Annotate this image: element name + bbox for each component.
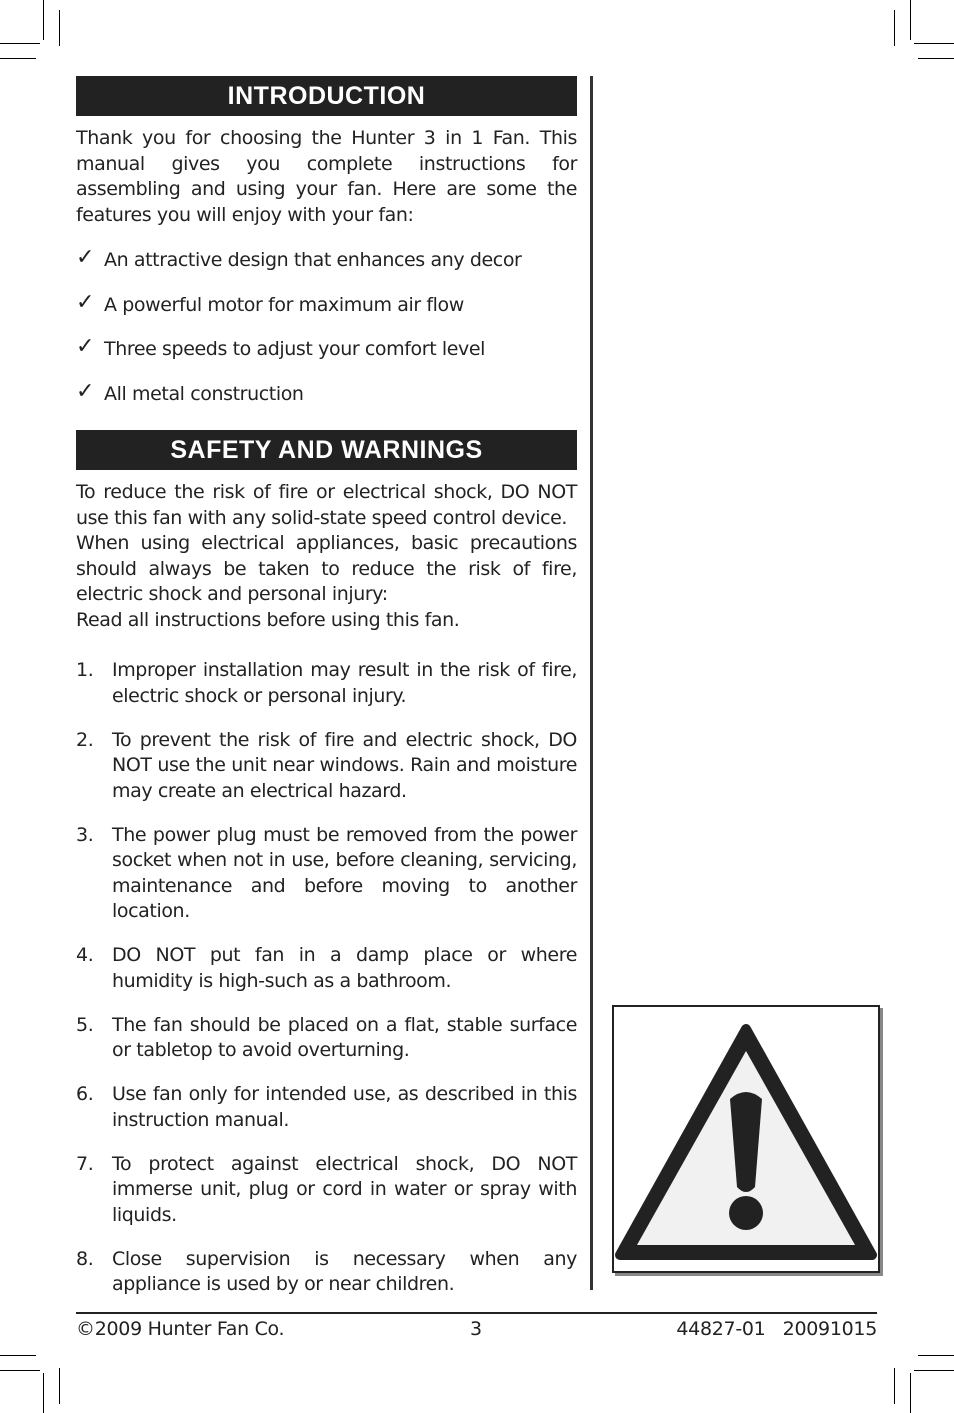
item-number: 2. xyxy=(76,728,94,751)
crop-mark xyxy=(914,43,954,44)
crop-mark xyxy=(910,1373,911,1413)
list-item xyxy=(76,1247,577,1298)
item-number: 7. xyxy=(76,1152,94,1175)
safety-heading: SAFETY AND WARNINGS xyxy=(76,430,577,470)
safety-intro-line: To reduce the risk of fire or electrical shock, DO NOT use this fan with any solid-state speed control device. xyxy=(76,481,577,529)
crop-mark xyxy=(894,1368,895,1404)
item-number: 3. xyxy=(76,823,94,846)
list-item xyxy=(76,1082,577,1133)
item-text: Use fan only for intended use, as described in this instruction manual. xyxy=(112,1083,577,1131)
item-text: The fan should be placed on a flat, stable surface or tabletop to avoid overturning. xyxy=(112,1013,577,1061)
crop-mark xyxy=(59,1368,60,1404)
item-number: 4. xyxy=(76,944,94,966)
introduction-heading: INTRODUCTION xyxy=(76,76,577,116)
page-number: 3 xyxy=(470,1318,482,1340)
list-item xyxy=(76,943,577,994)
warning-triangle-icon xyxy=(614,1007,878,1271)
list-item xyxy=(76,334,577,382)
item-text: The power plug must be removed from the power socket when not in use, before cleaning, servicing, maintenance and before moving to another location. xyxy=(112,823,577,922)
crop-mark xyxy=(0,1370,40,1371)
footer-copyright: ©2009 Hunter Fan Co. xyxy=(76,1318,285,1340)
checkmark-icon: ✓ xyxy=(76,289,95,315)
item-text: DO NOT put fan in a damp place or where humidity is high-such as a bathroom. xyxy=(112,944,577,992)
list-item xyxy=(76,823,577,925)
item-text: Improper installation may result in the risk of fire, electric shock or personal injury. xyxy=(112,659,577,707)
feature-text: All metal construction xyxy=(104,382,304,405)
crop-mark xyxy=(910,0,911,40)
crop-mark xyxy=(914,1370,954,1371)
item-text: To protect against electrical shock, DO NOT immerse unit, plug or cord in water or spray with liquids. xyxy=(112,1152,577,1226)
item-text: To prevent the risk of fire and electric shock, DO NOT use the unit near windows. Rain and moisture may create an electrical hazard. xyxy=(112,728,577,802)
safety-list xyxy=(76,658,577,1298)
document-code: 44827-01 20091015 xyxy=(676,1318,877,1340)
main-column xyxy=(76,76,577,1316)
intro-paragraph: Thank you for choosing the Hunter 3 in 1 Fan. This manual gives you complete instructions for assembling and using your fan. Here are some the features you will enjoy with your fan: xyxy=(76,127,577,226)
crop-mark xyxy=(0,58,36,59)
crop-mark xyxy=(43,1373,44,1413)
crop-mark xyxy=(43,0,44,40)
warning-panel xyxy=(612,1005,880,1273)
safety-intro xyxy=(76,480,577,633)
column-divider xyxy=(590,76,593,1290)
crop-mark xyxy=(59,10,60,46)
crop-mark xyxy=(0,1355,36,1356)
list-item xyxy=(76,1013,577,1064)
safety-intro-line: When using electrical appliances, basic precautions should always be taken to reduce the risk of fire, electric shock and personal injury: xyxy=(76,532,577,605)
list-item xyxy=(76,245,577,293)
feature-list xyxy=(76,245,577,426)
item-number: 6. xyxy=(76,1083,94,1105)
safety-intro-line: Read all instructions before using this fan. xyxy=(76,608,460,631)
item-number: 1. xyxy=(76,659,94,681)
feature-text: Three speeds to adjust your comfort level xyxy=(104,338,486,360)
footer-rule xyxy=(76,1312,877,1314)
crop-mark xyxy=(894,10,895,46)
list-item xyxy=(76,658,577,709)
page-footer xyxy=(76,1316,877,1342)
list-item xyxy=(76,378,577,427)
crop-mark xyxy=(918,1355,954,1356)
checkmark-icon: ✓ xyxy=(76,245,95,270)
item-number: 8. xyxy=(76,1247,94,1270)
item-number: 5. xyxy=(76,1013,94,1036)
list-item xyxy=(76,728,577,805)
item-text: Close supervision is necessary when any appliance is used by or near children. xyxy=(112,1247,577,1295)
list-item xyxy=(76,1152,577,1229)
checkmark-icon: ✓ xyxy=(76,378,95,404)
feature-text: An attractive design that enhances any decor xyxy=(104,249,522,271)
crop-mark xyxy=(918,58,954,59)
feature-text: A powerful motor for maximum air flow xyxy=(104,293,464,316)
checkmark-icon: ✓ xyxy=(76,334,95,359)
list-item xyxy=(76,289,577,338)
crop-mark xyxy=(0,43,40,44)
